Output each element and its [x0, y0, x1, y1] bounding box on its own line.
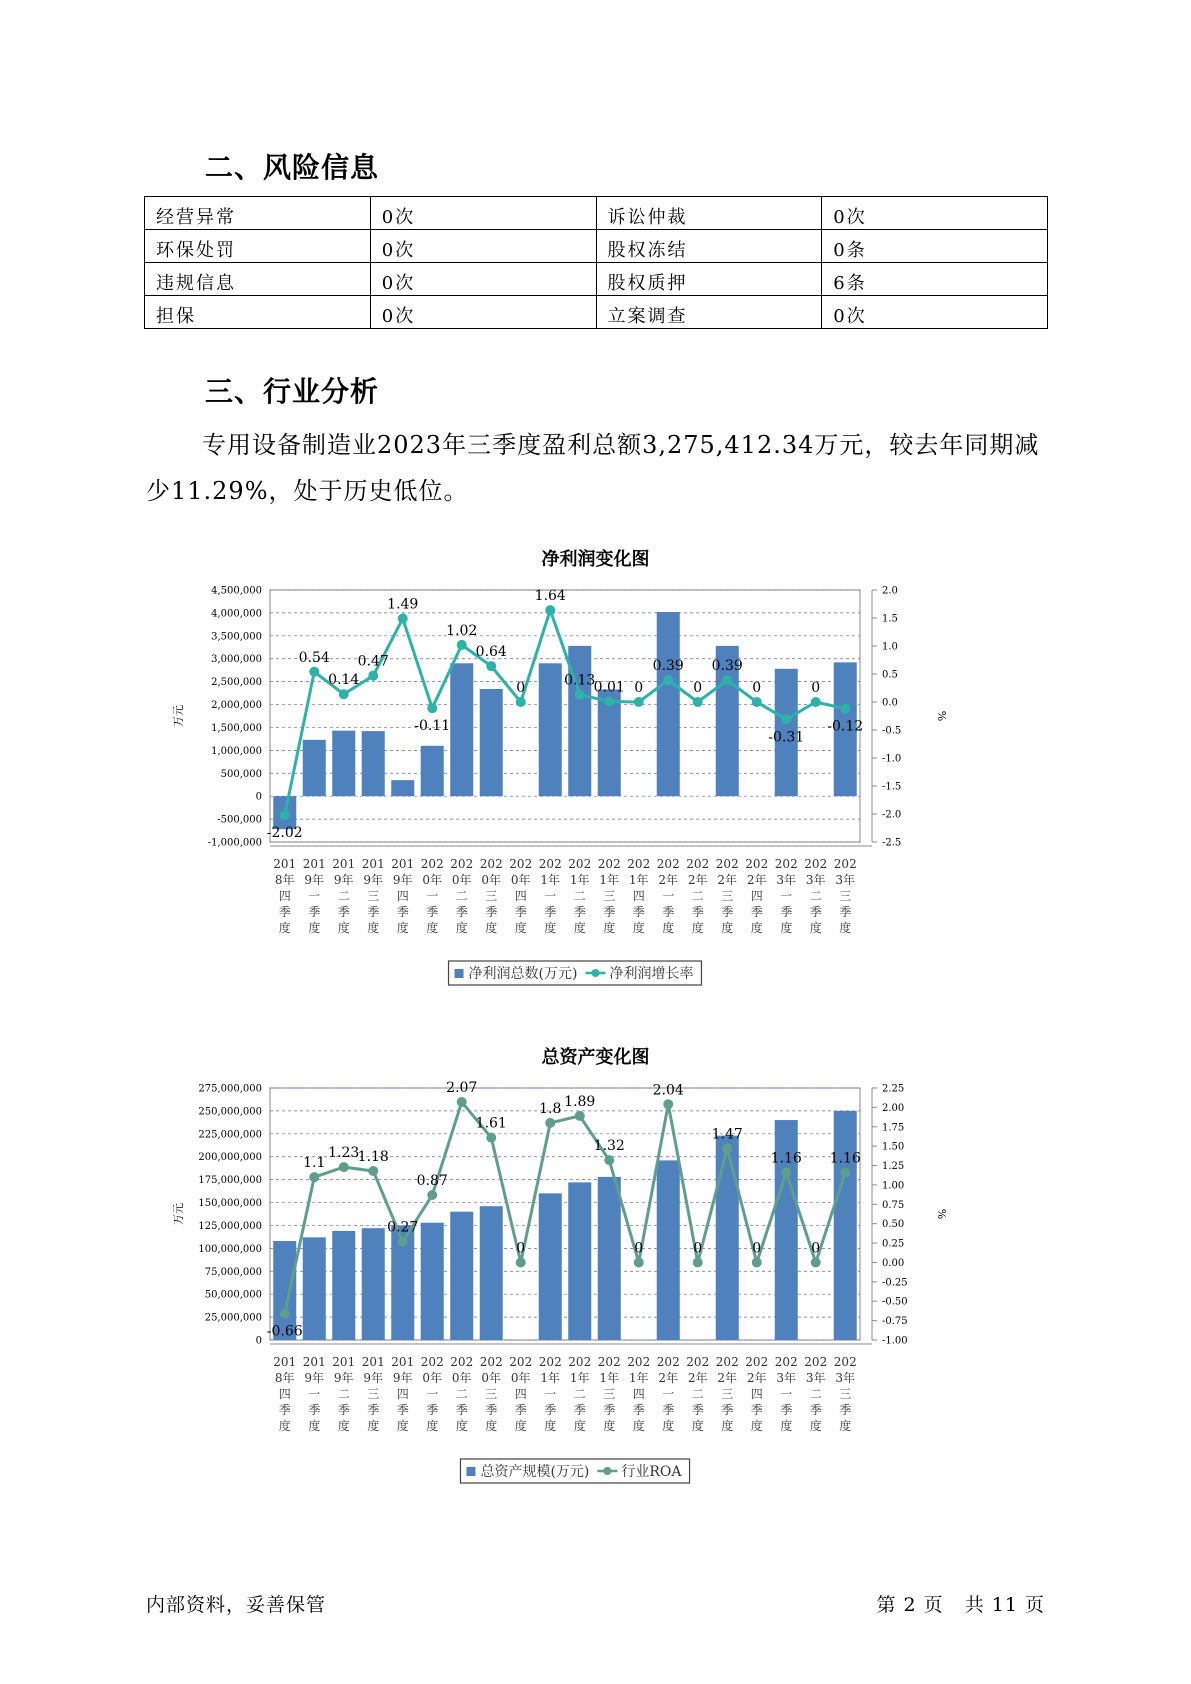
y-tick-label: 3,500,000	[211, 631, 262, 643]
y-right-axis-label: %	[935, 1208, 948, 1220]
x-tick-label: 202 2年三季度	[715, 1355, 739, 1433]
x-tick-label: 202 3年一季度	[774, 857, 798, 935]
rate-data-label: 0.01	[593, 679, 625, 696]
rate-data-label: 1.02	[446, 622, 478, 639]
rate-point	[457, 640, 467, 650]
y-tick-label: 75,000,000	[204, 1266, 262, 1278]
rate-point	[545, 1118, 555, 1128]
rate-data-label: -0.31	[768, 729, 805, 746]
x-tick-label: 201 9年三季度	[361, 857, 385, 935]
rate-data-label: 0	[693, 680, 703, 696]
y-tick-label: 25,000,000	[204, 1312, 262, 1324]
rate-point	[663, 675, 673, 685]
y-tick-label: 275,000,000	[198, 1083, 262, 1095]
bar	[421, 746, 444, 796]
rate-data-label: -0.11	[414, 718, 451, 735]
x-tick-label: 202 1年一季度	[538, 857, 562, 935]
bar	[450, 663, 473, 796]
y-tick-label: 150,000,000	[198, 1198, 262, 1210]
x-tick-label: 202 0年三季度	[479, 857, 503, 935]
x-tick-label: 201 8年四季度	[273, 857, 297, 935]
rate-data-label: 1.61	[475, 1115, 507, 1132]
rate-point	[309, 667, 319, 677]
y-right-tick-label: -0.50	[882, 1296, 908, 1308]
x-tick-label: 201 9年四季度	[391, 857, 415, 935]
y-tick-label: 0	[255, 1335, 262, 1347]
x-tick-label: 202 1年二季度	[568, 1355, 592, 1433]
y-tick-label: 125,000,000	[198, 1220, 262, 1232]
y-axis-label: 万元	[172, 705, 185, 727]
rate-data-label: 1.1	[303, 1155, 326, 1172]
rate-data-label: 0.47	[357, 653, 389, 670]
risk-table-row	[145, 197, 1048, 230]
y-tick-label: 175,000,000	[198, 1175, 262, 1187]
rate-point	[811, 1257, 821, 1267]
x-tick-label: 202 2年二季度	[686, 857, 710, 935]
rate-point	[309, 1172, 319, 1182]
y-right-tick-label: 1.0	[882, 641, 898, 653]
y-tick-label: 2,500,000	[211, 677, 262, 689]
rate-data-label: -2.02	[266, 825, 303, 842]
bar	[598, 1177, 621, 1340]
x-tick-label: 202 1年二季度	[568, 857, 592, 935]
x-tick-label: 202 3年三季度	[833, 857, 857, 935]
x-tick-label: 202 2年二季度	[686, 1355, 710, 1433]
rate-data-label: 0.39	[711, 658, 743, 675]
x-tick-label: 202 3年一季度	[774, 1355, 798, 1433]
x-tick-label: 202 0年二季度	[450, 1355, 474, 1433]
rate-point	[486, 661, 496, 671]
bar	[362, 1228, 385, 1340]
x-tick-label: 202 2年一季度	[656, 1355, 680, 1433]
y-right-tick-label: -0.5	[882, 725, 902, 737]
rate-data-label: 1.16	[770, 1150, 802, 1167]
legend-label-bars: 净利润总数(万元)	[468, 966, 578, 982]
total-assets-chart	[170, 1078, 1030, 1488]
x-tick-label: 202 1年三季度	[597, 857, 621, 935]
rate-data-label: 0.87	[416, 1173, 448, 1190]
risk-table-row	[145, 296, 1048, 329]
legend-label-bars: 总资产规模(万元)	[480, 1464, 590, 1480]
rate-point	[575, 1111, 585, 1121]
y-right-tick-label: 1.50	[882, 1141, 905, 1153]
rate-point	[339, 1162, 349, 1172]
chart-legend	[449, 961, 702, 985]
rate-data-label: 1.49	[387, 596, 419, 613]
x-tick-label: 201 9年四季度	[391, 1355, 415, 1433]
rate-data-label: 1.16	[829, 1150, 861, 1167]
y-right-tick-label: -2.5	[882, 837, 902, 849]
legend-label-line: 行业ROA	[621, 1464, 682, 1480]
rate-point	[693, 1257, 703, 1267]
risk-item-value: 0次	[822, 197, 1048, 230]
x-tick-label: 202 2年一季度	[656, 857, 680, 935]
y-tick-label: 50,000,000	[204, 1289, 262, 1301]
rate-point	[811, 697, 821, 707]
industry-section-title: 三、行业分析	[205, 375, 380, 408]
footer-confidential-note: 内部资料，妥善保管	[146, 1594, 327, 1616]
risk-info-table	[144, 196, 1048, 329]
y-tick-label: 3,000,000	[211, 654, 262, 666]
rate-point	[604, 696, 614, 706]
x-tick-label: 202 3年三季度	[833, 1355, 857, 1433]
rate-point	[752, 1257, 762, 1267]
x-tick-label: 202 0年四季度	[509, 1355, 533, 1433]
y-right-tick-label: 0.5	[882, 669, 898, 681]
y-right-axis-label: %	[935, 710, 948, 722]
rate-data-label: 0.64	[475, 644, 507, 661]
y-tick-label: 0	[255, 791, 262, 803]
rate-data-label: -0.66	[266, 1323, 303, 1340]
y-tick-label: -1,000,000	[207, 837, 262, 849]
rate-point	[545, 605, 555, 615]
risk-item-label: 违规信息	[145, 263, 371, 296]
rate-point	[604, 1155, 614, 1165]
bar	[450, 1212, 473, 1340]
x-tick-label: 201 9年一季度	[302, 1355, 326, 1433]
rate-point	[398, 614, 408, 624]
risk-item-value: 0次	[370, 197, 596, 230]
rate-point	[457, 1097, 467, 1107]
x-tick-label: 201 9年二季度	[332, 857, 356, 935]
y-tick-label: 500,000	[220, 768, 262, 780]
risk-item-value: 6条	[822, 263, 1048, 296]
y-right-tick-label: 2.0	[882, 585, 898, 597]
rate-data-label: 1.32	[593, 1138, 625, 1155]
rate-point	[398, 1237, 408, 1247]
risk-item-label: 经营异常	[145, 197, 371, 230]
risk-item-value: 0次	[370, 296, 596, 329]
x-tick-label: 202 0年二季度	[450, 857, 474, 935]
y-tick-label: 2,000,000	[211, 700, 262, 712]
x-tick-label: 202 2年三季度	[715, 857, 739, 935]
net-profit-chart	[170, 580, 1030, 990]
rate-point	[339, 689, 349, 699]
rate-point	[516, 1257, 526, 1267]
y-right-tick-label: 2.25	[882, 1083, 905, 1095]
bar	[480, 1206, 503, 1340]
y-right-tick-label: 0.75	[882, 1199, 905, 1211]
rate-data-label: 0.39	[652, 658, 684, 675]
y-right-tick-label: 0.0	[882, 697, 898, 709]
total-assets-chart-title: 总资产变化图	[541, 1047, 650, 1068]
y-right-tick-label: -1.00	[882, 1335, 908, 1347]
x-tick-label: 202 0年一季度	[420, 857, 444, 935]
y-tick-label: 1,000,000	[211, 745, 262, 757]
rate-data-label: 0.13	[564, 672, 596, 689]
rate-data-label: 2.07	[446, 1079, 478, 1096]
x-tick-label: 201 9年三季度	[361, 1355, 385, 1433]
rate-point	[693, 697, 703, 707]
legend-swatch-point	[603, 1467, 611, 1475]
y-right-tick-label: 0.25	[882, 1238, 905, 1250]
risk-item-value: 0次	[370, 230, 596, 263]
y-tick-label: 4,000,000	[211, 608, 262, 620]
y-tick-label: 100,000,000	[198, 1243, 262, 1255]
y-axis-label: 万元	[172, 1203, 185, 1225]
rate-data-label: 1.64	[534, 588, 566, 605]
rate-data-label: 1.47	[711, 1126, 743, 1143]
x-tick-label: 202 2年四季度	[745, 857, 769, 935]
rate-data-label: -0.12	[827, 718, 864, 735]
rate-point	[781, 1168, 791, 1178]
rate-point	[368, 671, 378, 681]
rate-point	[575, 690, 585, 700]
rate-data-label: 0	[516, 680, 526, 696]
rate-point	[781, 714, 791, 724]
rate-data-label: 1.8	[539, 1100, 562, 1117]
rate-data-label: 0	[811, 1240, 821, 1257]
y-right-tick-label: -0.25	[882, 1277, 908, 1289]
x-tick-label: 202 3年二季度	[804, 857, 828, 935]
x-tick-label: 201 9年二季度	[332, 1355, 356, 1433]
y-tick-label: 4,500,000	[211, 585, 262, 597]
risk-item-value: 0次	[822, 296, 1048, 329]
rate-point	[280, 1309, 290, 1319]
x-tick-label: 202 2年四季度	[745, 1355, 769, 1433]
chart-legend	[460, 1459, 689, 1483]
y-right-tick-label: -1.0	[882, 753, 902, 765]
rate-data-label: 0	[634, 680, 644, 696]
x-tick-label: 202 1年四季度	[627, 857, 651, 935]
industry-summary-paragraph: 专用设备制造业2023年三季度盈利总额3,275,412.34万元，较去年同期减少11.29%，处于历史低位。	[146, 431, 1040, 505]
x-tick-label: 202 1年一季度	[538, 1355, 562, 1433]
risk-item-value: 0次	[370, 263, 596, 296]
bar	[539, 663, 562, 796]
bar	[303, 740, 326, 796]
risk-section-title: 二、风险信息	[205, 151, 380, 184]
x-tick-label: 202 0年一季度	[420, 1355, 444, 1433]
rate-data-label: 0.54	[298, 649, 330, 666]
rate-data-label: 1.89	[564, 1093, 596, 1110]
y-right-tick-label: 0.50	[882, 1219, 905, 1231]
bar	[539, 1193, 562, 1340]
rate-point	[840, 1168, 850, 1178]
rate-data-label: 0	[693, 1240, 703, 1257]
y-right-tick-label: 2.00	[882, 1102, 905, 1114]
risk-table-row	[145, 230, 1048, 263]
net-profit-chart-title: 净利润变化图	[541, 549, 650, 570]
bar	[834, 1111, 857, 1340]
legend-swatch-point	[591, 969, 599, 977]
rate-point	[280, 810, 290, 820]
rate-data-label: 0.14	[328, 672, 360, 689]
risk-item-label: 股权冻结	[596, 230, 822, 263]
rate-data-label: 0	[811, 680, 821, 696]
legend-swatch-bar	[455, 969, 464, 978]
rate-point	[427, 703, 437, 713]
y-right-tick-label: -0.75	[882, 1316, 908, 1328]
bar	[332, 1231, 355, 1340]
rate-point	[634, 697, 644, 707]
rate-point	[722, 675, 732, 685]
rate-data-label: 0	[752, 680, 762, 696]
x-tick-label: 202 0年四季度	[509, 857, 533, 935]
legend-label-line: 净利润增长率	[609, 966, 694, 982]
rate-point	[663, 1099, 673, 1109]
y-tick-label: -500,000	[217, 814, 262, 826]
risk-item-label: 立案调查	[596, 296, 822, 329]
y-right-tick-label: 1.75	[882, 1122, 905, 1134]
bar	[480, 689, 503, 796]
bar	[716, 1136, 739, 1340]
footer-page-number: 第 2 页 共 11 页	[876, 1594, 1045, 1616]
y-right-tick-label: -2.0	[882, 809, 902, 821]
rate-data-label: 0.27	[387, 1219, 419, 1236]
y-right-tick-label: 1.5	[882, 613, 898, 625]
rate-point	[840, 704, 850, 714]
y-right-tick-label: -1.5	[882, 781, 902, 793]
bar	[303, 1237, 326, 1340]
rate-data-label: 0	[634, 1240, 644, 1257]
rate-data-label: 0	[752, 1240, 762, 1257]
bar	[657, 612, 680, 796]
rate-data-label: 1.23	[328, 1145, 360, 1162]
bar	[391, 780, 414, 796]
bar	[421, 1223, 444, 1340]
x-tick-label: 202 0年三季度	[479, 1355, 503, 1433]
plot-frame	[270, 590, 860, 842]
risk-table-row	[145, 263, 1048, 296]
rate-data-label: 2.04	[652, 1082, 684, 1099]
bar	[657, 1160, 680, 1340]
risk-item-label: 担保	[145, 296, 371, 329]
y-tick-label: 250,000,000	[198, 1106, 262, 1118]
y-right-tick-label: 0.00	[882, 1257, 905, 1269]
rate-point	[752, 697, 762, 707]
rate-point	[722, 1143, 732, 1153]
rate-point	[427, 1190, 437, 1200]
bar	[362, 731, 385, 796]
risk-item-label: 诉讼仲裁	[596, 197, 822, 230]
risk-item-label: 股权质押	[596, 263, 822, 296]
x-tick-label: 202 3年二季度	[804, 1355, 828, 1433]
y-tick-label: 200,000,000	[198, 1152, 262, 1164]
rate-point	[486, 1133, 496, 1143]
bar	[332, 731, 355, 797]
x-tick-label: 201 8年四季度	[273, 1355, 297, 1433]
x-tick-label: 201 9年一季度	[302, 857, 326, 935]
risk-item-value: 0条	[822, 230, 1048, 263]
rate-point	[368, 1166, 378, 1176]
y-right-tick-label: 1.00	[882, 1180, 905, 1192]
x-tick-label: 202 1年三季度	[597, 1355, 621, 1433]
risk-item-label: 环保处罚	[145, 230, 371, 263]
rate-data-label: 1.18	[357, 1148, 389, 1165]
y-tick-label: 225,000,000	[198, 1129, 262, 1141]
rate-point	[634, 1257, 644, 1267]
x-tick-label: 202 1年四季度	[627, 1355, 651, 1433]
rate-point	[516, 697, 526, 707]
y-tick-label: 1,500,000	[211, 722, 262, 734]
y-right-tick-label: 1.25	[882, 1161, 905, 1173]
rate-data-label: 0	[516, 1240, 526, 1257]
legend-swatch-bar	[466, 1467, 475, 1476]
bar	[568, 1182, 591, 1340]
